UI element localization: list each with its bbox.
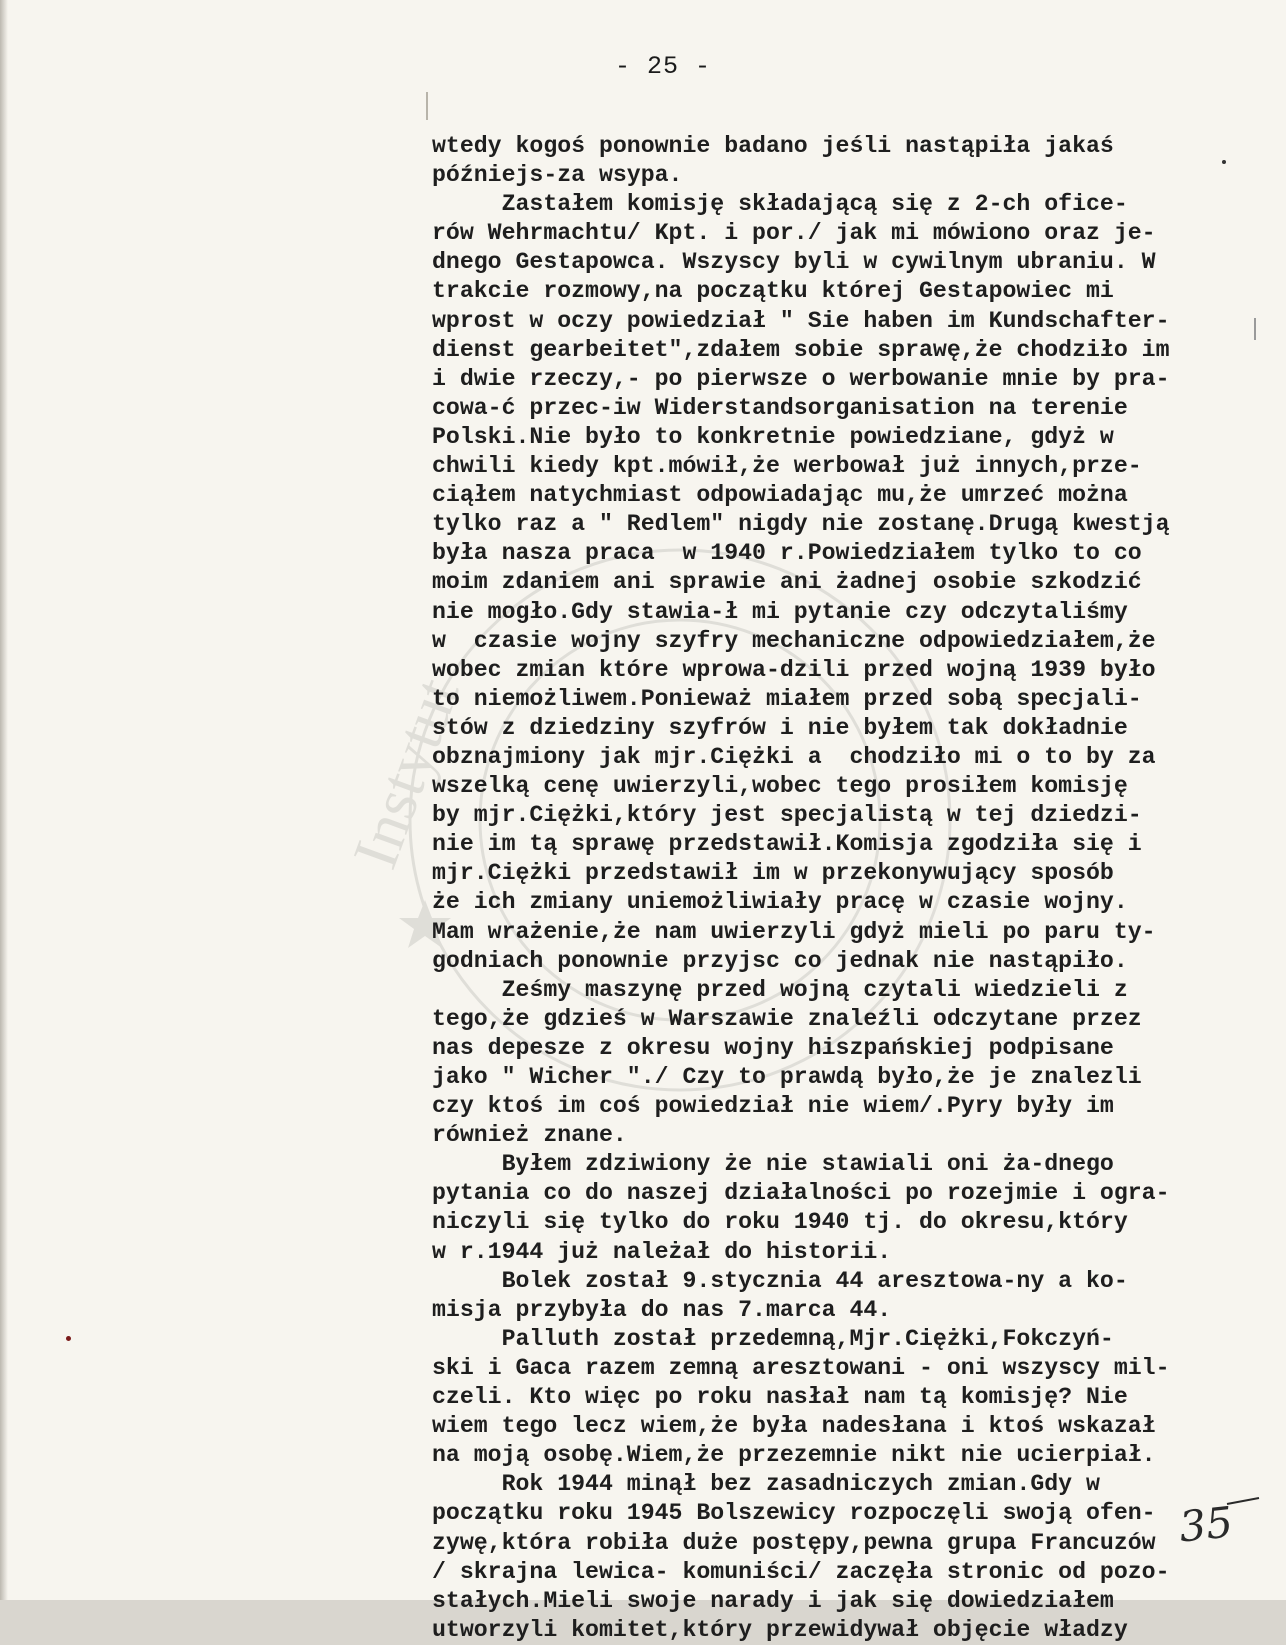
text-line: wobec zmian które wprowa-dzili przed wojną 1939 było [432, 656, 1156, 683]
text-line: / skrajna lewica- komuniści/ zaczęła stronic od pozo- [432, 1558, 1170, 1585]
text-line: Bolek został 9.stycznia 44 aresztowa-ny a ko- [432, 1267, 1128, 1294]
text-line: Mam wrażenie,że nam uwierzyli gdyż mieli po paru ty- [432, 918, 1156, 945]
text-line: wszelką cenę uwierzyli,wobec tego prosiłem komisję [432, 773, 1128, 800]
text-line: dienst gearbeitet",zdałem sobie sprawę,że chodziło im [432, 336, 1170, 363]
text-line: obznajmiony jak mjr.Ciężki a chodziło mi o to by za [432, 743, 1156, 770]
text-line: Palluth został przedemną,Mjr.Ciężki,Fokczyń- [432, 1325, 1114, 1352]
text-line: chwili kiedy kpt.mówił,że werbował już innych,prze- [432, 453, 1142, 480]
text-line: w czasie wojny szyfry mechaniczne odpowiedziałem,że [432, 627, 1156, 654]
text-line: Rok 1944 minął bez zasadniczych zmian.Gdy w [432, 1471, 1100, 1498]
text-line: czy ktoś im coś powiedział nie wiem/.Pyry były im [432, 1093, 1114, 1120]
text-line: stów z dziedziny szyfrów i nie byłem tak dokładnie [432, 714, 1128, 741]
red-ink-dot [66, 1336, 71, 1341]
typewritten-body [432, 132, 1262, 1645]
text-line: cowa-ć przec-iw Widerstandsorganisation na terenie [432, 394, 1128, 421]
page-number: - 25 - [614, 52, 711, 81]
text-line: początku roku 1945 Bolszewicy rozpoczęli swoją ofen- [432, 1500, 1156, 1527]
text-line: jako " Wicher "./ Czy to prawdą było,że je znalezli [432, 1064, 1142, 1090]
text-line: tego,że gdzieś w Warszawie znaleźli odczytane przez [432, 1005, 1142, 1032]
text-line: wprost w oczy powiedział " Sie haben im Kundschafter- [432, 307, 1170, 334]
text-line: mjr.Ciężki przedstawił im w przekonywujący sposób [432, 860, 1114, 887]
text-line: to niemożliwem.Ponieważ miałem przed sobą specjali- [432, 685, 1142, 712]
text-line: rów Wehrmachtu/ Kpt. i por./ jak mi mówiono oraz je- [432, 220, 1156, 247]
text-line: by mjr.Ciężki,który jest specjalistą w tej dziedzi- [432, 802, 1142, 829]
text-line: tylko raz a " Redlem" nigdy nie zostanę.Drugą kwestją [432, 511, 1170, 538]
text-line: nie im tą sprawę przedstawił.Komisja zgodziła się i [432, 831, 1142, 858]
watermark-text: Instytut [338, 668, 473, 878]
text-line: nie mogło.Gdy stawia-ł mi pytanie czy odczytaliśmy [432, 598, 1128, 625]
text-line: również znane. [432, 1122, 627, 1149]
text-line: Ześmy maszynę przed wojną czytali wiedzieli z [432, 976, 1128, 1003]
page-edge-shadow [0, 0, 8, 1600]
text-line: ciąłem natychmiast odpowiadając mu,że umrzeć można [432, 482, 1128, 509]
text-line: i dwie rzeczy,- po pierwsze o werbowanie mnie by pra- [432, 365, 1170, 392]
text-line: na moją osobę.Wiem,że przezemnie nikt nie ucierpiał. [432, 1442, 1156, 1469]
text-line: trakcie rozmowy,na początku której Gestapowiec mi [432, 278, 1114, 305]
text-line: ski i Gaca razem zemną aresztowani - oni wszyscy mil- [432, 1354, 1170, 1381]
text-line: stałych.Mieli swoje narady i jak się dowiedziałem [432, 1587, 1114, 1614]
text-line: godniach ponownie przyjsc co jednak nie nastąpiło. [432, 947, 1128, 974]
text-line: Zastałem komisję składającą się z 2-ch ofice- [432, 191, 1128, 218]
text-line: pytania co do naszej działalności po rozejmie i ogra- [432, 1180, 1170, 1207]
text-line: utworzyli komitet,który przewidywał objęcie władzy [432, 1616, 1128, 1643]
text-line: nas depesze z okresu wojny hiszpańskiej podpisane [432, 1034, 1114, 1061]
text-line: że ich zmiany uniemożliwiały pracę w czasie wojny. [432, 889, 1128, 916]
text-line: dnego Gestapowca. Wszyscy byli w cywilnym ubraniu. W [432, 249, 1156, 276]
text-line: Byłem zdziwiony że nie stawiali oni ża-dnego [432, 1151, 1114, 1178]
text-line: misja przybyła do nas 7.marca 44. [432, 1296, 892, 1323]
text-line: czeli. Kto więc po roku nasłał nam tą komisję? Nie [432, 1384, 1128, 1411]
text-line: wiem tego lecz wiem,że była nadesłana i ktoś wskazał [432, 1413, 1156, 1440]
text-line: w r.1944 już należał do historii. [432, 1238, 892, 1265]
text-line: była nasza praca w 1940 r.Powiedziałem tylko to co [432, 540, 1142, 567]
pencil-mark [426, 92, 428, 120]
handwritten-page-number [1175, 1492, 1265, 1552]
text-line: moim zdaniem ani sprawie ani żadnej osobie szkodzić [432, 569, 1142, 596]
handwritten-number-text: 35 [1176, 1497, 1236, 1552]
text-line: niczyli się tylko do roku 1940 tj. do okresu,który [432, 1209, 1128, 1236]
text-line: późniejs-za wsypa. [432, 162, 683, 189]
text-line: Polski.Nie było to konkretnie powiedziane, gdyż w [432, 423, 1114, 450]
text-line: zywę,która robiła duże postępy,pewna grupa Francuzów [432, 1529, 1156, 1556]
text-line: wtedy kogoś ponownie badano jeśli nastąpiła jakaś [432, 133, 1114, 159]
